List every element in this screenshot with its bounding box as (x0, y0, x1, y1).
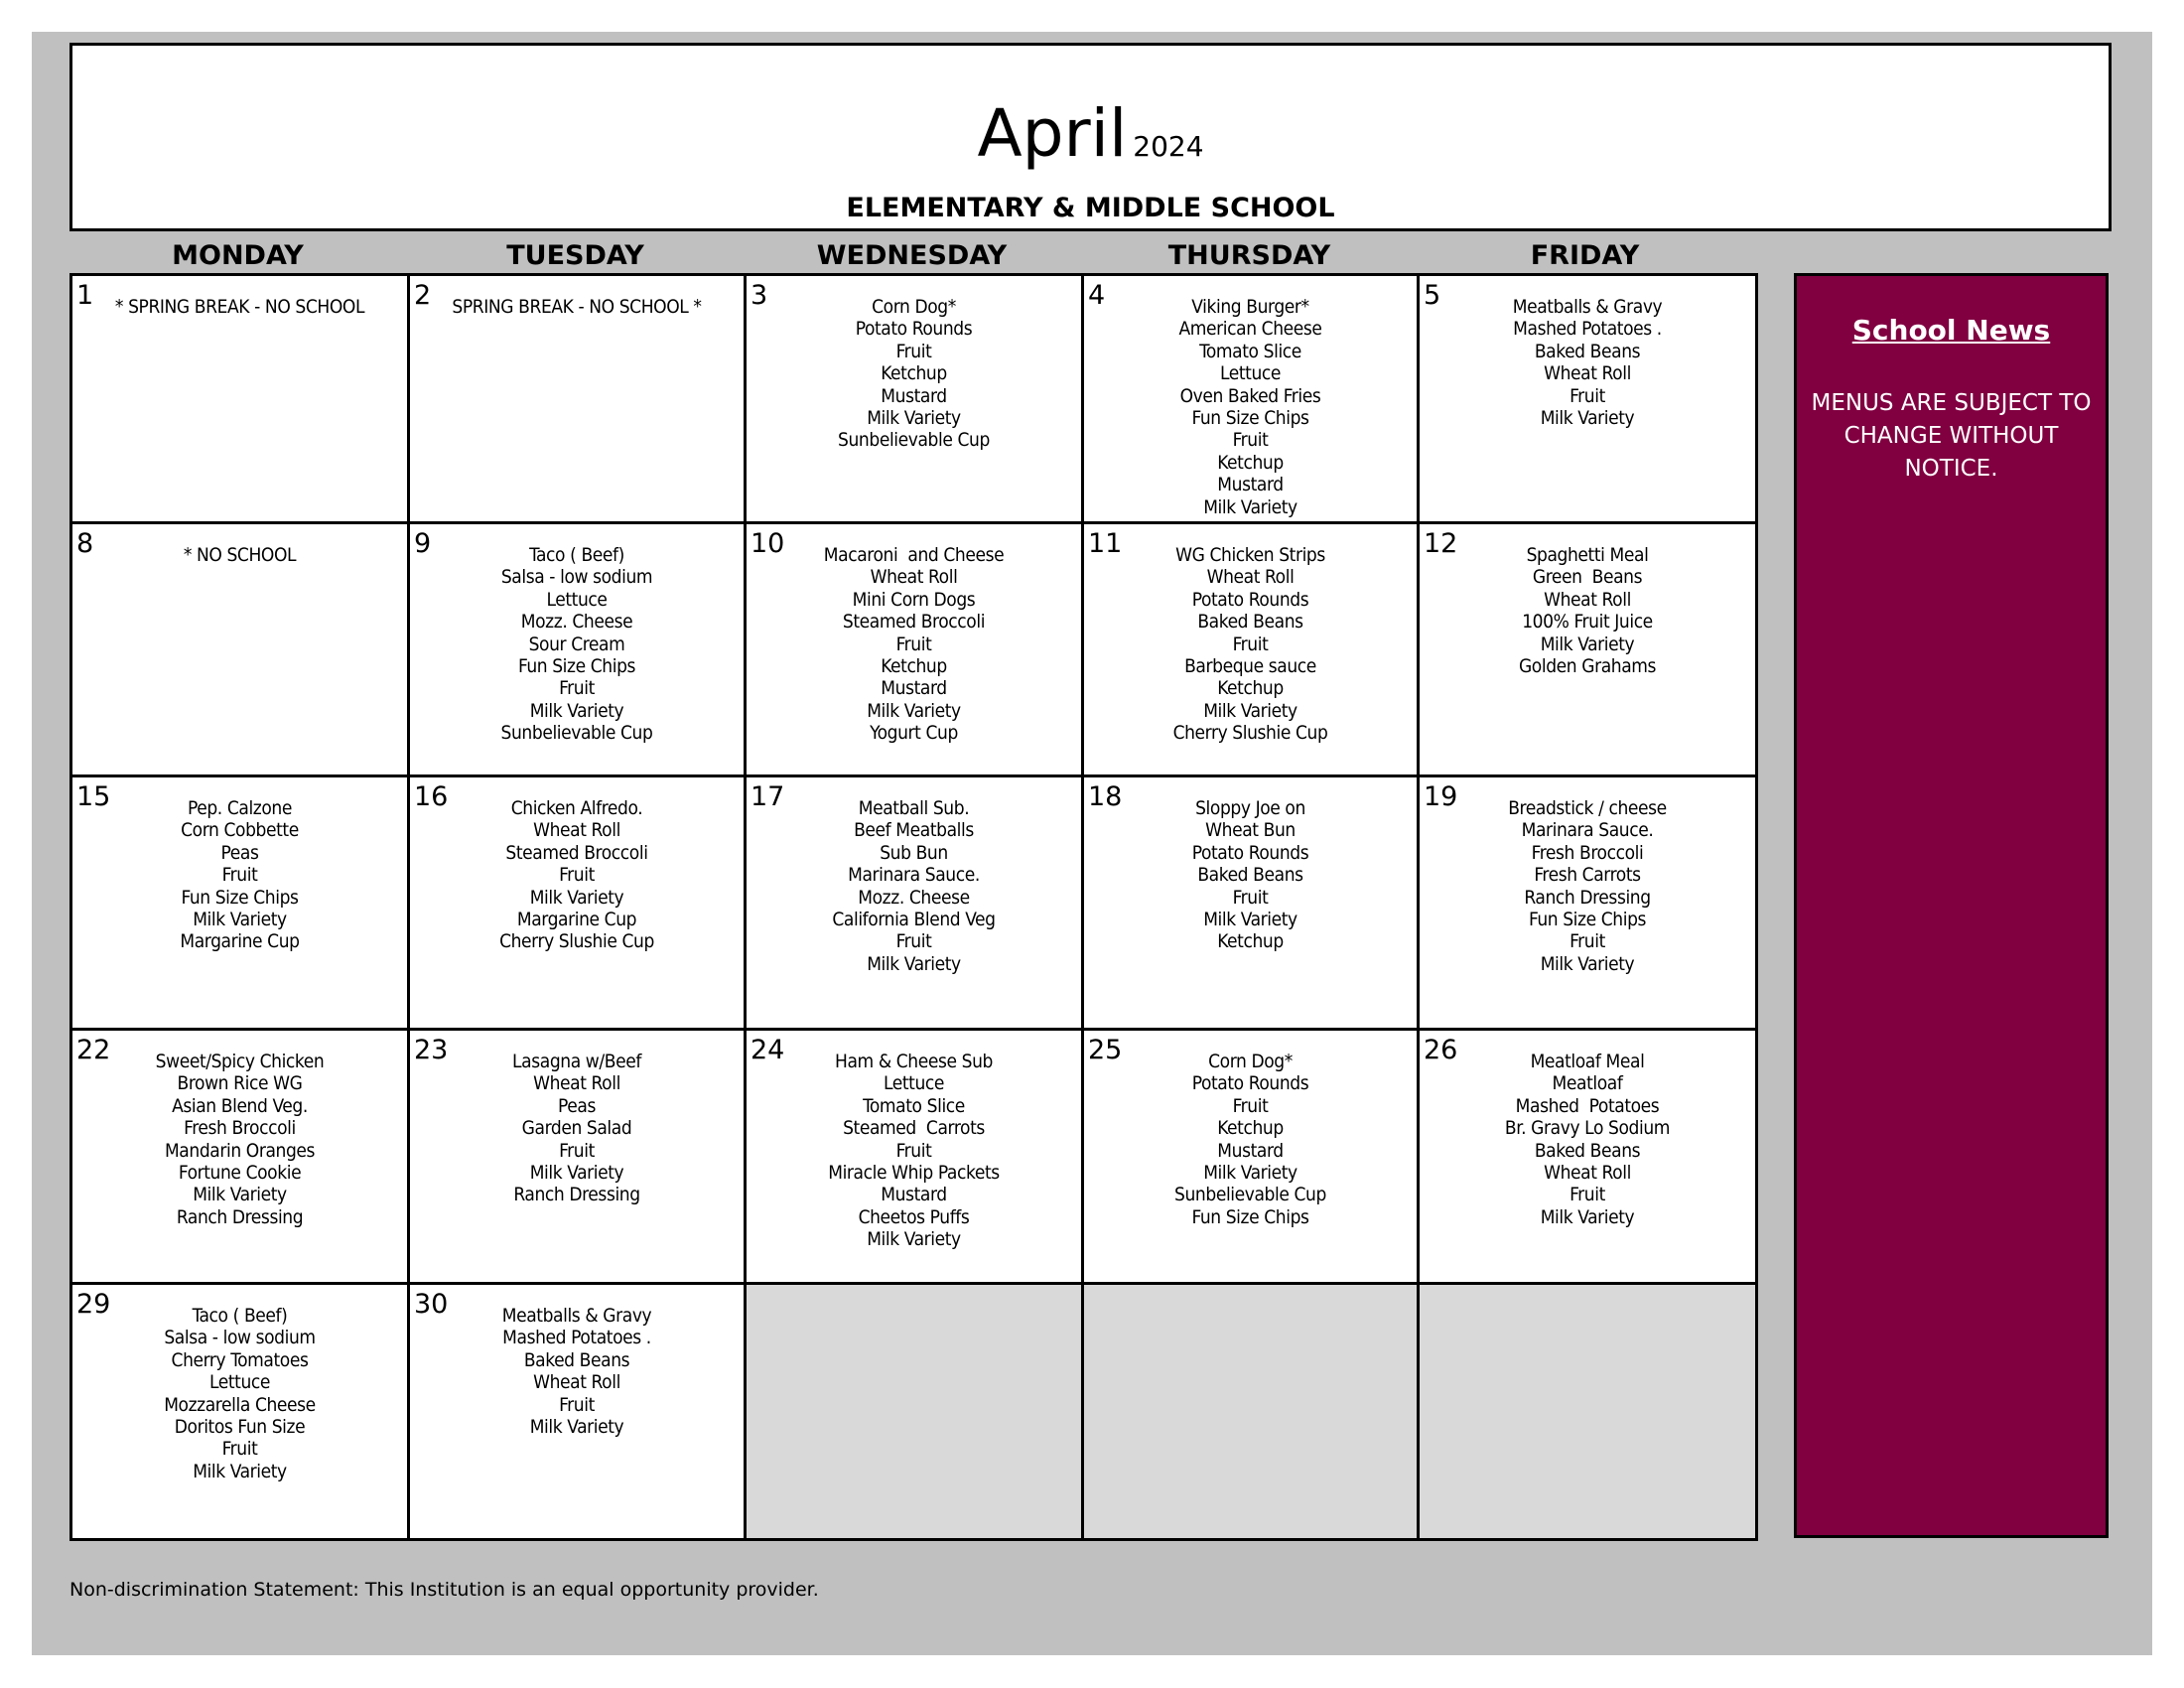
menu-items (72, 1305, 407, 1482)
menu-item: Potato Rounds (1191, 841, 1309, 864)
menu-item: Wheat Roll (533, 819, 620, 842)
menu-item: Sunbelievable Cup (1174, 1184, 1326, 1206)
day-cell (1417, 273, 1758, 524)
menu-item: Wheat Roll (1544, 588, 1631, 611)
day-cell (1081, 1028, 1420, 1285)
menu-item: Ranch Dressing (513, 1184, 640, 1206)
day-cell (69, 1028, 410, 1285)
day-cell (69, 273, 410, 524)
menu-item: Peas (220, 841, 259, 864)
menu-item: Wheat Bun (1205, 819, 1296, 842)
date-number: 1 (76, 280, 94, 311)
menu-item: Ketchup (1217, 451, 1284, 474)
date-number: 9 (414, 528, 432, 559)
menu-item: Chicken Alfredo. (510, 797, 643, 819)
menu-item: Fun Size Chips (1528, 909, 1647, 931)
menu-item: California Blend Veg (832, 909, 996, 931)
day-cell (744, 1028, 1084, 1285)
menu-item: Barbeque sauce (1184, 655, 1316, 678)
menu-item: Fruit (1232, 633, 1269, 655)
month-title: April (977, 95, 1128, 172)
menu-item: Fruit (559, 1393, 595, 1416)
menu-item: Meatloaf Meal (1530, 1051, 1645, 1072)
menu-items (410, 797, 744, 953)
date-number: 23 (414, 1035, 449, 1065)
menu-item: Fruit (895, 633, 932, 655)
menu-item: Milk Variety (867, 699, 961, 722)
menu-item: Sloppy Joe on (1195, 797, 1305, 819)
day-cell (744, 521, 1084, 777)
date-number: 4 (1088, 280, 1106, 311)
day-cell (1081, 774, 1420, 1031)
menu-items (747, 296, 1081, 452)
year-label: 2024 (1133, 130, 1204, 163)
day-header-wednesday: WEDNESDAY (816, 240, 1008, 271)
menu-item: Fruit (559, 1139, 595, 1162)
empty-day-cell (1417, 1282, 1758, 1541)
menu-item: Ranch Dressing (1524, 886, 1651, 909)
menu-item: Potato Rounds (1191, 1072, 1309, 1095)
menu-item: Golden Grahams (1518, 655, 1657, 678)
menu-item: Milk Variety (529, 699, 624, 722)
menu-item: Wheat Roll (1206, 566, 1295, 589)
menu-item: Ketchup (1217, 930, 1284, 953)
menu-item: Wheat Roll (1544, 1162, 1631, 1185)
menu-item: Fruit (895, 930, 932, 953)
menu-items (410, 296, 744, 318)
menu-item: Fruit (1232, 1094, 1269, 1117)
menu-item: Milk Variety (867, 1228, 961, 1251)
date-number: 29 (76, 1289, 111, 1320)
menu-items (1420, 1051, 1755, 1228)
menu-item: Peas (558, 1094, 596, 1117)
day-cell (1417, 774, 1758, 1031)
menu-item: Lettuce (1219, 362, 1282, 385)
menu-item: Cherry Tomatoes (171, 1348, 309, 1371)
date-number: 11 (1088, 528, 1123, 559)
menu-items (747, 1051, 1081, 1251)
menu-item: * NO SCHOOL (183, 544, 297, 566)
day-cell (407, 1028, 747, 1285)
date-number: 17 (751, 781, 785, 812)
menu-item: Potato Rounds (855, 318, 973, 341)
menu-items (1084, 797, 1417, 953)
date-number: 2 (414, 280, 432, 311)
calendar-header (69, 43, 2112, 231)
menu-item: Br. Gravy Lo Sodium (1504, 1117, 1671, 1140)
menu-item: Yogurt Cup (870, 722, 958, 745)
menu-item: Milk Variety (193, 1460, 287, 1482)
menu-items (1084, 1051, 1417, 1228)
menu-item: American Cheese (1178, 318, 1322, 341)
empty-day-cell (744, 1282, 1084, 1541)
date-number: 12 (1424, 528, 1458, 559)
menu-item: Ketchup (881, 655, 947, 678)
menu-item: Mashed Potatoes (1515, 1094, 1660, 1117)
date-number: 8 (76, 528, 94, 559)
menu-item: Mandarin Oranges (164, 1139, 316, 1162)
date-number: 10 (751, 528, 785, 559)
menu-items (1084, 544, 1417, 745)
menu-item: Tomato Slice (863, 1094, 965, 1117)
date-number: 5 (1424, 280, 1441, 311)
date-number: 18 (1088, 781, 1123, 812)
day-cell (407, 273, 747, 524)
menu-item: Steamed Carrots (843, 1117, 985, 1140)
calendar-grid (69, 273, 1755, 1538)
date-number: 25 (1088, 1035, 1123, 1065)
school-news-title: School News (1851, 314, 2051, 347)
menu-item: Mustard (1217, 474, 1284, 496)
menu-item: Baked Beans (1197, 864, 1303, 887)
menu-items (747, 544, 1081, 745)
menu-item: Breadstick / cheese (1508, 797, 1667, 819)
menu-item: Baked Beans (1197, 611, 1303, 633)
menu-items (1420, 544, 1755, 677)
menu-item: Lasagna w/Beef (512, 1051, 641, 1072)
menu-item: Fruit (221, 864, 258, 887)
menu-item: Mustard (881, 677, 947, 700)
menu-item: Meatloaf (1552, 1072, 1623, 1095)
menu-item: Milk Variety (1540, 1205, 1635, 1228)
menu-item: Wheat Roll (870, 566, 958, 589)
menu-item: Fresh Broccoli (1531, 841, 1644, 864)
menu-item: Milk Variety (1540, 407, 1635, 430)
date-number: 3 (751, 280, 768, 311)
menu-item: Tomato Slice (1199, 340, 1301, 362)
day-cell (1081, 273, 1420, 524)
menu-items (72, 544, 407, 566)
menu-item: Salsa - low sodium (164, 1327, 316, 1349)
day-cell (1417, 1028, 1758, 1285)
menu-item: Sour Cream (528, 633, 625, 655)
school-subtitle: ELEMENTARY & MIDDLE SCHOOL (846, 193, 1335, 223)
menu-item: Baked Beans (1534, 340, 1641, 362)
menu-item: Fruit (559, 864, 595, 887)
menu-item: Milk Variety (1203, 495, 1297, 518)
menu-item: Spaghetti Meal (1526, 544, 1649, 566)
date-number: 22 (76, 1035, 111, 1065)
menu-item: Fruit (1570, 384, 1605, 407)
menu-item: Steamed Broccoli (505, 841, 648, 864)
menu-items (72, 797, 407, 953)
menu-item: Taco ( Beef) (529, 544, 624, 566)
menu-item: Mini Corn Dogs (852, 588, 976, 611)
empty-day-cell (1081, 1282, 1420, 1541)
menu-item: Corn Dog* (1208, 1051, 1293, 1072)
menu-item: Milk Variety (193, 1184, 287, 1206)
menu-item: Meatballs & Gravy (501, 1305, 652, 1327)
menu-item: Macaroni and Cheese (823, 544, 1005, 566)
menu-item: Ketchup (1217, 677, 1284, 700)
menu-item: Mashed Potatoes . (1513, 318, 1662, 341)
menu-item: Marinara Sauce. (1521, 819, 1654, 842)
menu-item: Cheetos Puffs (858, 1205, 970, 1228)
menu-item: Milk Variety (529, 1162, 624, 1185)
menu-items (1420, 296, 1755, 429)
menu-item: Asian Blend Veg. (172, 1094, 308, 1117)
menu-item: Milk Variety (867, 407, 961, 430)
menu-item: Sub Bun (880, 841, 948, 864)
menu-item: Fun Size Chips (181, 886, 299, 909)
menu-item: Taco ( Beef) (192, 1305, 288, 1327)
menu-item: Fruit (895, 340, 932, 362)
date-number: 24 (751, 1035, 785, 1065)
menu-item: Wheat Roll (533, 1072, 620, 1095)
menu-item: Brown Rice WG (177, 1072, 303, 1095)
menu-item: Wheat Roll (533, 1371, 620, 1394)
menu-items (410, 1051, 744, 1206)
menu-items (747, 797, 1081, 975)
menu-item: Fruit (1232, 429, 1269, 452)
menu-item: Mozzarella Cheese (164, 1393, 316, 1416)
menu-item: Margarine Cup (516, 909, 637, 931)
menu-item: Baked Beans (523, 1348, 630, 1371)
menu-item: Fruit (1232, 886, 1269, 909)
menu-item: Milk Variety (193, 909, 287, 931)
day-header-monday: MONDAY (172, 240, 304, 271)
menu-item: Oven Baked Fries (1179, 384, 1321, 407)
menu-item: Miracle Whip Packets (828, 1162, 1000, 1185)
menu-item: Green Beans (1532, 566, 1643, 589)
menu-item: Lettuce (546, 588, 608, 611)
menu-item: Corn Cobbette (181, 819, 299, 842)
day-cell (744, 273, 1084, 524)
menu-items (410, 1305, 744, 1438)
menu-item: Sunbelievable Cup (838, 429, 990, 452)
menu-item: Milk Variety (1540, 952, 1635, 975)
non-discrimination-statement: Non-discrimination Statement: This Institution is an equal opportunity provider. (69, 1579, 819, 1601)
menu-item: Ketchup (881, 362, 947, 385)
menu-items (1084, 296, 1417, 518)
menu-item: Lettuce (208, 1371, 271, 1394)
menu-items (410, 544, 744, 745)
date-number: 16 (414, 781, 449, 812)
menu-item: Meatballs & Gravy (1512, 296, 1663, 318)
menu-item: Steamed Broccoli (842, 611, 986, 633)
menu-item: Mozz. Cheese (858, 886, 970, 909)
date-number: 15 (76, 781, 111, 812)
menu-item: Ham & Cheese Sub (835, 1051, 993, 1072)
menu-item: Mashed Potatoes . (502, 1327, 651, 1349)
menu-item: Milk Variety (529, 1416, 624, 1439)
day-header-thursday: THURSDAY (1167, 240, 1331, 271)
menu-item: Ketchup (1217, 1117, 1284, 1140)
day-cell (744, 774, 1084, 1031)
menu-item: Mustard (881, 384, 947, 407)
menu-item: Ranch Dressing (176, 1205, 304, 1228)
date-number: 26 (1424, 1035, 1458, 1065)
menu-item: Pep. Calzone (187, 797, 292, 819)
menu-item: Fresh Broccoli (184, 1117, 296, 1140)
menu-item: Garden Salad (521, 1117, 632, 1140)
menu-item: Sunbelievable Cup (500, 722, 653, 745)
date-number: 19 (1424, 781, 1458, 812)
title-row (72, 95, 2109, 172)
menu-item: Fun Size Chips (1191, 1205, 1309, 1228)
menu-items (1420, 797, 1755, 975)
menu-item: Milk Variety (1203, 699, 1297, 722)
menu-item: Milk Variety (1203, 909, 1297, 931)
menu-item: Cherry Slushie Cup (499, 930, 654, 953)
menu-item: Potato Rounds (1191, 588, 1309, 611)
menu-item: * SPRING BREAK - NO SCHOOL (114, 296, 365, 318)
menu-item: Fruit (221, 1438, 258, 1461)
day-cell (1081, 521, 1420, 777)
menu-item: Viking Burger* (1191, 296, 1309, 318)
menu-item: Corn Dog* (872, 296, 956, 318)
menu-item: 100% Fruit Juice (1522, 611, 1653, 633)
menu-item: Milk Variety (867, 952, 961, 975)
menu-item: Fruit (559, 677, 595, 700)
day-cell (69, 774, 410, 1031)
menu-item: Milk Variety (529, 886, 624, 909)
menu-item: Milk Variety (1203, 1162, 1297, 1185)
menu-item: Fortune Cookie (178, 1162, 302, 1185)
menu-item: Fresh Carrots (1534, 864, 1641, 887)
menu-items (72, 296, 407, 318)
day-cell (1417, 521, 1758, 777)
day-header-tuesday: TUESDAY (506, 240, 644, 271)
menu-item: Meatball Sub. (858, 797, 970, 819)
menu-item: Milk Variety (1540, 633, 1635, 655)
day-cell (407, 521, 747, 777)
menu-item: Margarine Cup (180, 930, 300, 953)
menu-item: Fruit (1570, 1184, 1605, 1206)
menu-item: Sweet/Spicy Chicken (155, 1051, 325, 1072)
school-news-text: MENUS ARE SUBJECT TO CHANGE WITHOUT NOTICE. (1811, 390, 2092, 482)
day-cell (69, 1282, 410, 1541)
menu-item: SPRING BREAK - NO SCHOOL * (452, 296, 702, 318)
school-news-panel (1794, 273, 2109, 1538)
menu-item: Mustard (881, 1184, 947, 1206)
day-header-friday: FRIDAY (1530, 240, 1640, 271)
menu-item: Marinara Sauce. (848, 864, 980, 887)
menu-item: Mozz. Cheese (520, 611, 633, 633)
menu-item: Fruit (1570, 930, 1605, 953)
day-cell (407, 774, 747, 1031)
menu-item: Mustard (1217, 1139, 1284, 1162)
day-cell (69, 521, 410, 777)
menu-item: Cherry Slushie Cup (1172, 722, 1328, 745)
menu-item: Beef Meatballs (854, 819, 974, 842)
menu-item: Fruit (895, 1139, 932, 1162)
menu-item: Doritos Fun Size (174, 1416, 306, 1439)
menu-item: Fun Size Chips (1191, 407, 1309, 430)
date-number: 30 (414, 1289, 449, 1320)
menu-items (72, 1051, 407, 1228)
menu-item: Wheat Roll (1544, 362, 1631, 385)
menu-item: Lettuce (883, 1072, 945, 1095)
day-cell (407, 1282, 747, 1541)
menu-item: Baked Beans (1534, 1139, 1641, 1162)
menu-item: Salsa - low sodium (500, 566, 653, 589)
menu-item: WG Chicken Strips (1175, 544, 1325, 566)
menu-item: Fun Size Chips (517, 655, 636, 678)
